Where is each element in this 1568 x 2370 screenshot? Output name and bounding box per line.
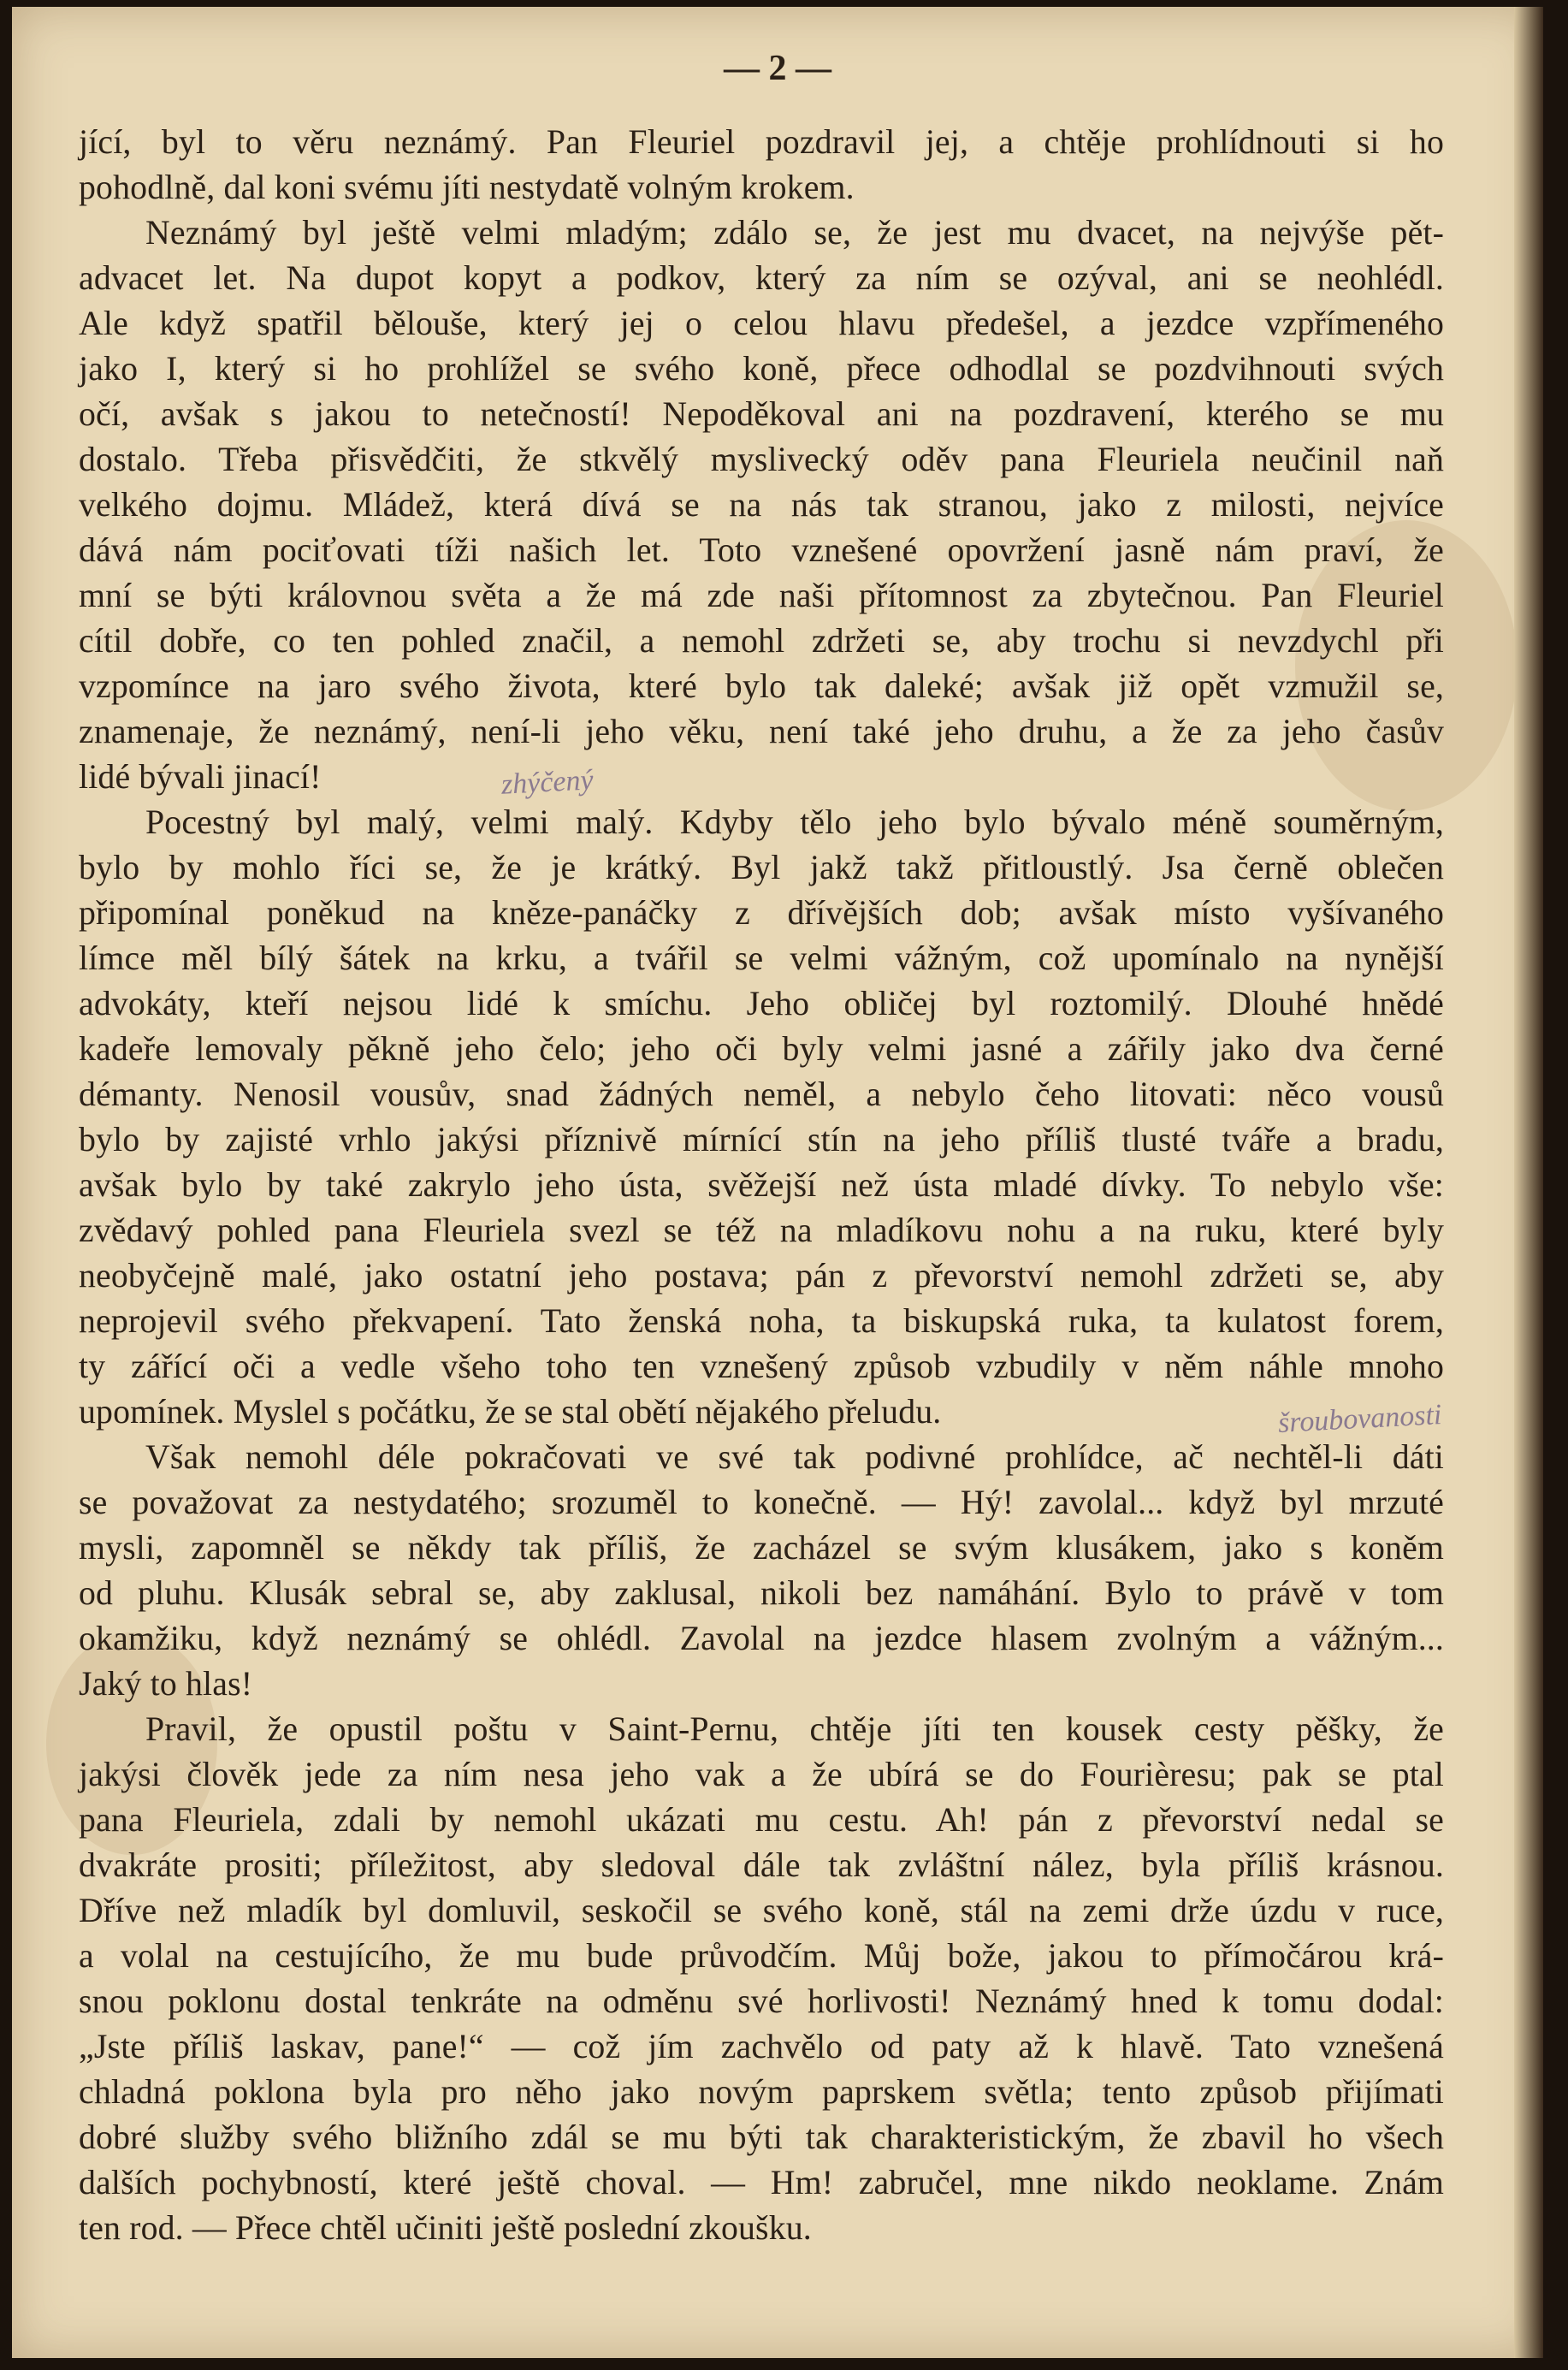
text-line: neobyčejně malé, jako ostatní jeho postava; pán z převorství nemohl zdržeti se, aby — [79, 1257, 1444, 1295]
text-line: démanty. Nenosil vousův, snad žádných neměl, a nebylo čeho litovati: něco vousů — [79, 1075, 1444, 1113]
text-line: okamžiku, když neznámý se ohlédl. Zavolal na jezdce hlasem zvolným a vážným... — [79, 1620, 1444, 1657]
text-line: Pocestný byl malý, velmi malý. Kdyby tělo jeho bylo bývalo méně souměrným, — [145, 803, 1444, 841]
text-line: upomínek. Myslel s počátku, že se stal obětí nějakého přeludu. — [79, 1393, 942, 1431]
page-edge — [1514, 7, 1543, 2358]
text-line: dvakráte prositi; příležitost, aby sledoval dále tak zvláštní nález, byla příliš krásnou. — [79, 1846, 1444, 1884]
text-line: chladná poklona byla pro něho jako novým paprskem světla; tento způsob přijímati — [79, 2073, 1444, 2111]
text-line: dalších pochybností, které ještě choval. — Hm! zabručel, mne nikdo neoklame. Znám — [79, 2164, 1444, 2201]
text-line: snou poklonu dostal tenkráte na odměnu své horlivosti! Neznámý hned k tomu dodal: — [79, 1982, 1444, 2020]
text-line: a volal na cestujícího, že mu bude průvodčím. Můj bože, jakou to přímočárou krá- — [79, 1937, 1444, 1975]
text-line: Však nemohl déle pokračovati ve své tak podivné prohlídce, ač nechtěl-li dáti — [145, 1438, 1444, 1476]
text-line: advokáty, kteří nejsou lidé k smíchu. Jeho obličej byl roztomilý. Dlouhé hnědé — [79, 985, 1444, 1022]
body-text — [79, 120, 1444, 2251]
paragraph — [79, 800, 1444, 1435]
margin-note: zhýčený — [500, 764, 595, 801]
text-line: připomínal poněkud na kněze-panáčky z dřívějších dob; avšak místo vyšívaného — [79, 894, 1444, 932]
text-line: jakýsi člověk jede za ním nesa jeho vak a že ubírá se do Fourièresu; pak se ptal — [79, 1756, 1444, 1793]
text-line: vzpomínce na jaro svého života, které bylo tak daleké; avšak již opět vzmužil se, — [79, 667, 1444, 705]
text-line: bylo by zajisté vrhlo jakýsi příznivě mírnící stín na jeho příliš tlusté tváře a bradu, — [79, 1121, 1444, 1158]
text-line: Neznámý byl ještě velmi mladým; zdálo se, že jest mu dvacet, na nejvýše pět- — [145, 214, 1444, 252]
text-line: jako I, který si ho prohlížel se svého koně, přece odhodlal se pozdvihnouti svých — [79, 350, 1444, 388]
text-line: kadeře lemovaly pěkně jeho čelo; jeho oči byly velmi jasné a zářily jako dva černé — [79, 1030, 1444, 1068]
text-line: velkého dojmu. Mládež, která dívá se na nás tak stranou, jako z milosti, nejvíce — [79, 486, 1444, 524]
text-line: advacet let. Na dupot kopyt a podkov, který za ním se ozýval, ani se neohlédl. — [79, 259, 1444, 297]
text-line: očí, avšak s jakou to netečností! Nepoděkoval ani na pozdravení, kterého se mu — [79, 395, 1444, 433]
text-line: límce měl bílý šátek na krku, a tvářil se velmi vážným, což upomínalo na nynější — [79, 939, 1444, 977]
text-line: Dříve než mladík byl domluvil, seskočil se svého koně, stál na zemi drže úzdu v ruce, — [79, 1892, 1444, 1929]
text-line: zvědavý pohled pana Fleuriela svezl se též na mladíkovu nohu a na ruku, které byly — [79, 1212, 1444, 1249]
text-line: bylo by mohlo říci se, že je krátký. Byl jakž takž přitloustlý. Jsa černě oblečen — [79, 849, 1444, 886]
text-line: neprojevil svého překvapení. Tato ženská noha, ta biskupská ruka, ta kulatost forem, — [79, 1302, 1444, 1340]
text-line: dobré služby svého bližního zdál se mu býti tak charakteristickým, že zbavil ho všech — [79, 2118, 1444, 2156]
text-line: mysli, zapomněl se někdy tak příliš, že zacházel se svým klusákem, jako s koněm — [79, 1529, 1444, 1567]
text-line: dává nám pociťovati tíži našich let. Toto vznešené opovržení jasně nám praví, že — [79, 531, 1444, 569]
text-line: jící, byl to věru neznámý. Pan Fleuriel pozdravil jej, a chtěje prohlídnouti si ho — [79, 123, 1444, 161]
text-line: lidé bývali jinací! — [79, 758, 322, 796]
text-line: se považovat za nestydatého; srozuměl to konečně. — Hý! zavolal... když byl mrzuté — [79, 1484, 1444, 1521]
paragraph — [79, 210, 1444, 800]
text-line: pohodlně, dal koni svému jíti nestydatě volným krokem. — [79, 169, 855, 206]
text-line: znamenaje, že neznámý, není-li jeho věku, není také jeho druhu, a že za jeho časův — [79, 713, 1444, 750]
paragraph — [79, 120, 1444, 210]
text-line: dostalo. Třeba přisvědčiti, že stkvělý myslivecký oděv pana Fleuriela neučinil naň — [79, 441, 1444, 478]
text-line: Ale když spatřil bělouše, který jej o celou hlavu předešel, a jezdce vzpřímeného — [79, 305, 1444, 342]
text-line: Jaký to hlas! — [79, 1665, 253, 1703]
text-line: od pluhu. Klusák sebral se, aby zaklusal, nikoli bez namáhání. Bylo to právě v tom — [79, 1574, 1444, 1612]
text-line: pana Fleuriela, zdali by nemohl ukázati mu cestu. Ah! pán z převorství nedal se — [79, 1801, 1444, 1839]
paragraph — [79, 1707, 1444, 2251]
paragraph — [79, 1435, 1444, 1707]
text-line: ten rod. — Přece chtěl učiniti ještě poslední zkoušku. — [79, 2209, 812, 2247]
text-line: avšak bylo by také zakrylo jeho ústa, svěžejší než ústa mladé dívky. To nebylo vše: — [79, 1166, 1444, 1204]
text-line: ty zářící oči a vedle všeho toho ten vznešený způsob vzbudily v něm náhle mnoho — [79, 1348, 1444, 1385]
margin-note: šroubovanosti — [1277, 1399, 1443, 1439]
text-line: mní se býti královnou světa a že má zde naši přítomnost za zbytečnou. Pan Fleuriel — [79, 577, 1444, 614]
text-line: cítil dobře, co ten pohled značil, a nemohl zdržeti se, aby trochu si nevzdychl při — [79, 622, 1444, 660]
page-number: — 2 — — [724, 49, 831, 88]
text-line: „Jste příliš laskav, pane!“ — což jím zachvělo od paty až k hlavě. Tato vznešená — [79, 2028, 1444, 2065]
page-sheet — [12, 7, 1543, 2358]
text-line: Pravil, že opustil poštu v Saint-Pernu, chtěje jíti ten kousek cesty pěšky, že — [145, 1710, 1444, 1748]
